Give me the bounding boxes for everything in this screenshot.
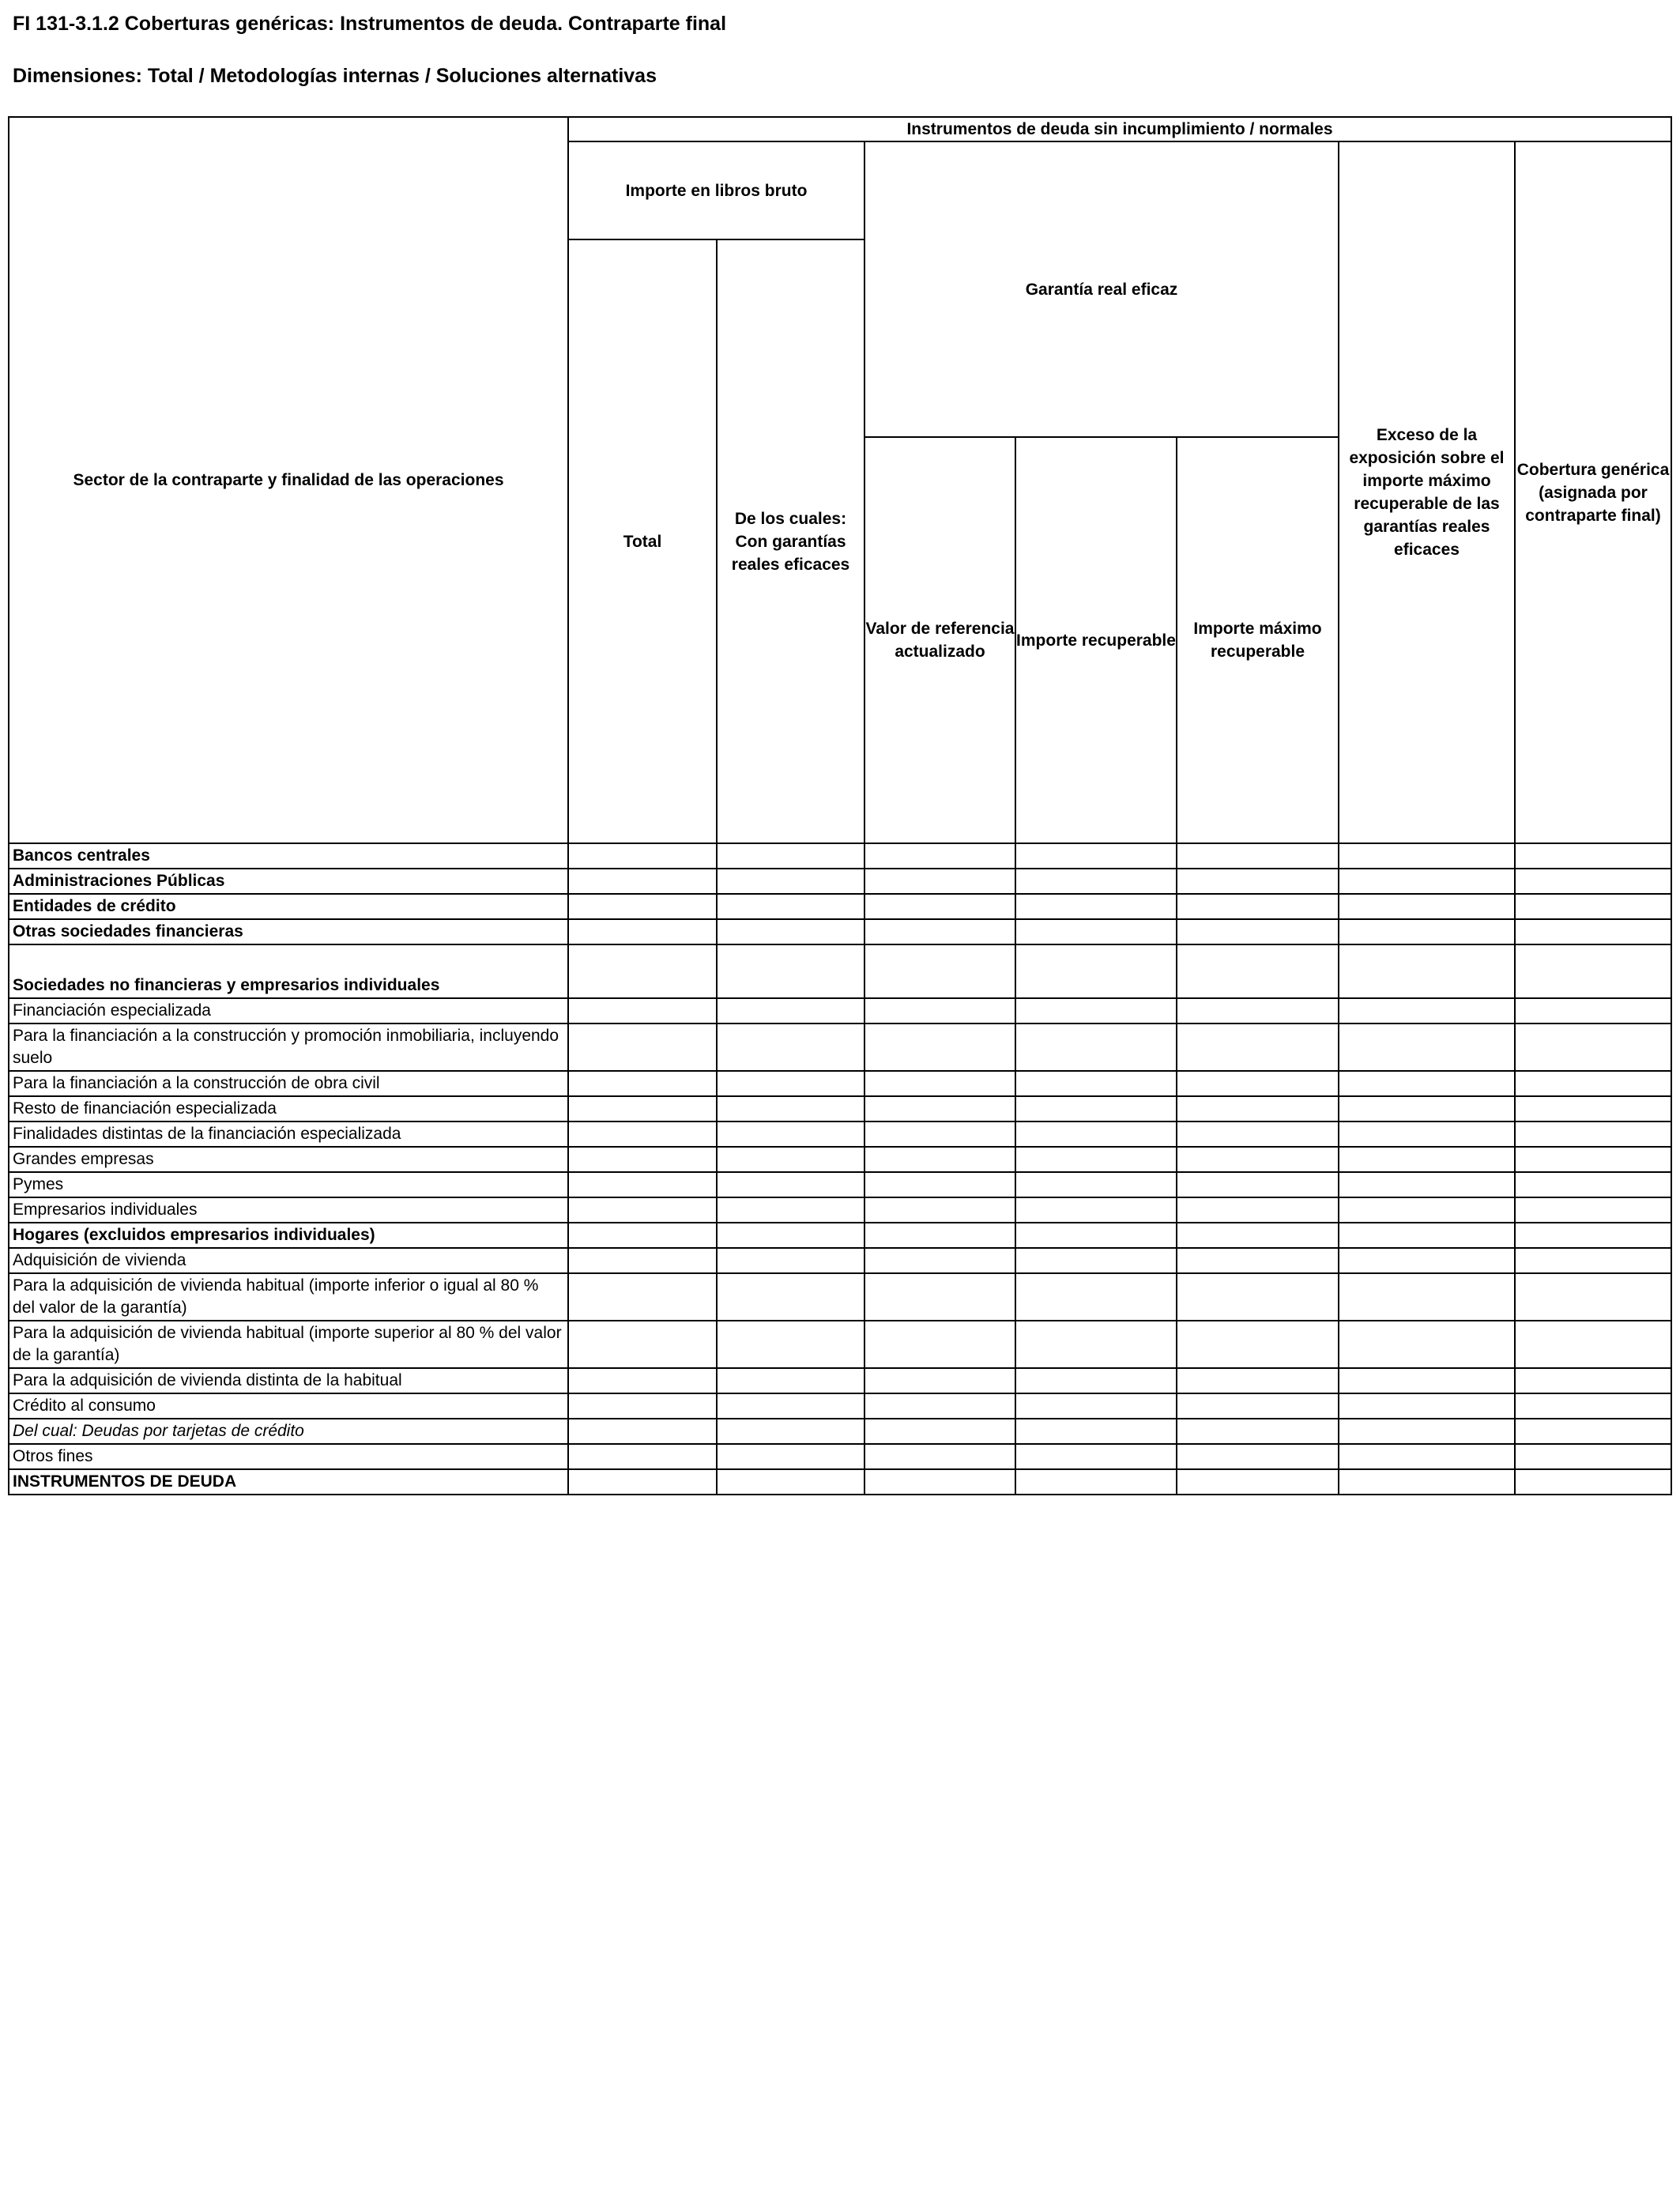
table-row [9, 1096, 1671, 1122]
table-cell [864, 1122, 1015, 1147]
table-cell [1515, 1023, 1671, 1071]
table-cell [717, 843, 864, 869]
table-cell [717, 1393, 864, 1419]
table-cell [1015, 1368, 1177, 1393]
table-cell [568, 1273, 717, 1321]
table-cell [717, 1469, 864, 1495]
table-cell [864, 1071, 1015, 1096]
table-cell [568, 1172, 717, 1197]
table-cell [1515, 843, 1671, 869]
table-cell [1515, 1321, 1671, 1368]
row-label: Entidades de crédito [9, 894, 568, 919]
table-cell [1339, 843, 1515, 869]
table-cell [568, 1147, 717, 1172]
table-cell [1015, 1147, 1177, 1172]
table-cell [1515, 1393, 1671, 1419]
table-cell [1515, 1444, 1671, 1469]
table-cell [568, 1469, 717, 1495]
table-cell [1515, 1469, 1671, 1495]
table-cell [864, 944, 1015, 998]
table-cell [1339, 1393, 1515, 1419]
table-row [9, 843, 1671, 869]
header-de-los-cuales: De los cuales: Con garantías reales eficaces [717, 239, 864, 843]
table-cell [1177, 1368, 1339, 1393]
table-row [9, 1444, 1671, 1469]
table-cell [1177, 1147, 1339, 1172]
table-cell [1015, 894, 1177, 919]
table-cell [864, 919, 1015, 944]
table-cell [568, 944, 717, 998]
table-row [9, 1321, 1671, 1368]
table-cell [1515, 919, 1671, 944]
table-cell [1015, 919, 1177, 944]
table-cell [568, 1223, 717, 1248]
table-cell [1339, 1023, 1515, 1071]
table-cell [1177, 998, 1339, 1023]
row-label: Hogares (excluidos empresarios individuales) [9, 1223, 568, 1248]
table-cell [1515, 1172, 1671, 1197]
table-cell [568, 894, 717, 919]
table-cell [568, 843, 717, 869]
table-cell [864, 843, 1015, 869]
table-row [9, 1172, 1671, 1197]
table-row [9, 1368, 1671, 1393]
table-cell [864, 1248, 1015, 1273]
table-cell [864, 1023, 1015, 1071]
table-cell [717, 1368, 864, 1393]
table-cell [568, 1096, 717, 1122]
table-cell [568, 919, 717, 944]
table-cell [1177, 1223, 1339, 1248]
table-cell [1339, 894, 1515, 919]
table-cell [1177, 1321, 1339, 1368]
table-cell [717, 1419, 864, 1444]
table-cell [864, 1172, 1015, 1197]
table-cell [1515, 1223, 1671, 1248]
table-cell [864, 1321, 1015, 1368]
table-cell [568, 1444, 717, 1469]
row-label: Otros fines [9, 1444, 568, 1469]
row-label: Crédito al consumo [9, 1393, 568, 1419]
table-row [9, 1023, 1671, 1071]
table-cell [1015, 944, 1177, 998]
table-cell [717, 894, 864, 919]
table-cell [1177, 1393, 1339, 1419]
table-cell [717, 1248, 864, 1273]
row-label: INSTRUMENTOS DE DEUDA [9, 1469, 568, 1495]
table-cell [1177, 869, 1339, 894]
table-cell [1515, 869, 1671, 894]
page-subtitle: Dimensiones: Total / Metodologías internas / Soluciones alternativas [13, 65, 657, 87]
table-cell [1515, 1122, 1671, 1147]
table-cell [1177, 1096, 1339, 1122]
table-cell [1015, 1172, 1177, 1197]
table-cell [1015, 1469, 1177, 1495]
table-cell [864, 1096, 1015, 1122]
row-label: Bancos centrales [9, 843, 568, 869]
table-cell [1339, 1419, 1515, 1444]
table-cell [717, 1122, 864, 1147]
table-row [9, 998, 1671, 1023]
table-cell [1015, 1248, 1177, 1273]
table-cell [1515, 998, 1671, 1023]
table-cell [1339, 1368, 1515, 1393]
table-cell [1515, 1273, 1671, 1321]
row-label: Para la financiación a la construcción de obra civil [9, 1071, 568, 1096]
table-cell [1339, 919, 1515, 944]
table-cell [1339, 1147, 1515, 1172]
table-cell [1177, 1172, 1339, 1197]
table-cell [1015, 1444, 1177, 1469]
table-cell [717, 1172, 864, 1197]
table-cell [1015, 1273, 1177, 1321]
table-cell [1015, 998, 1177, 1023]
table-cell [1515, 1147, 1671, 1172]
table-cell [1339, 998, 1515, 1023]
table-cell [1515, 1071, 1671, 1096]
table-row [9, 919, 1671, 944]
row-label: Resto de financiación especializada [9, 1096, 568, 1122]
table-cell [1339, 1321, 1515, 1368]
table-cell [1177, 1444, 1339, 1469]
table-cell [864, 1419, 1015, 1444]
header-importe-recuperable: Importe recuperable [1015, 437, 1177, 843]
table-cell [717, 919, 864, 944]
table-cell [1015, 1023, 1177, 1071]
table-cell [864, 1393, 1015, 1419]
table-row [9, 1469, 1671, 1495]
table-row [9, 1248, 1671, 1273]
header-group: Instrumentos de deuda sin incumplimiento / normales [568, 117, 1671, 141]
table-cell [1339, 869, 1515, 894]
table-cell [1339, 1122, 1515, 1147]
table-row [9, 944, 1671, 998]
table-cell [1339, 1096, 1515, 1122]
table-cell [1015, 1393, 1177, 1419]
table-row [9, 1273, 1671, 1321]
table-cell [717, 944, 864, 998]
table-cell [568, 1197, 717, 1223]
page-title: FI 131-3.1.2 Coberturas genéricas: Instrumentos de deuda. Contraparte final [13, 13, 727, 35]
header-valor-referencia: Valor de referencia actualizado [864, 437, 1015, 843]
table-cell [1339, 1172, 1515, 1197]
table-row [9, 1147, 1671, 1172]
table-row [9, 1419, 1671, 1444]
table-cell [568, 1071, 717, 1096]
table-cell [1177, 1197, 1339, 1223]
table-cell [1339, 1248, 1515, 1273]
table-cell [1015, 1071, 1177, 1096]
row-label: Finalidades distintas de la financiación especializada [9, 1122, 568, 1147]
table-cell [1339, 1197, 1515, 1223]
table-cell [568, 1321, 717, 1368]
table-cell [1177, 944, 1339, 998]
table-cell [1177, 1469, 1339, 1495]
row-label: Empresarios individuales [9, 1197, 568, 1223]
table-cell [1177, 919, 1339, 944]
row-label: Pymes [9, 1172, 568, 1197]
table-cell [568, 1393, 717, 1419]
table-cell [864, 1444, 1015, 1469]
table-cell [1339, 1469, 1515, 1495]
table-row [9, 1393, 1671, 1419]
row-label: Del cual: Deudas por tarjetas de crédito [9, 1419, 568, 1444]
table-cell [568, 1368, 717, 1393]
table-cell [1015, 1321, 1177, 1368]
table-cell [717, 998, 864, 1023]
table-cell [864, 1223, 1015, 1248]
table-cell [1339, 1444, 1515, 1469]
row-label: Otras sociedades financieras [9, 919, 568, 944]
table-cell [1515, 1419, 1671, 1444]
header-cobertura: Cobertura genérica (asignada por contraparte final) [1515, 141, 1671, 843]
table-cell [1177, 1071, 1339, 1096]
row-label: Adquisición de vivienda [9, 1248, 568, 1273]
table-cell [1015, 843, 1177, 869]
table-cell [1515, 1197, 1671, 1223]
table-cell [1177, 1248, 1339, 1273]
table-cell [717, 1147, 864, 1172]
table-cell [1015, 1419, 1177, 1444]
table-cell [1177, 1273, 1339, 1321]
table-cell [568, 1023, 717, 1071]
row-label: Para la adquisición de vivienda habitual (importe superior al 80 % del valor de la garantía) [9, 1321, 568, 1368]
table-cell [1015, 1096, 1177, 1122]
table-cell [1015, 1122, 1177, 1147]
header-importe-libros: Importe en libros bruto [568, 141, 864, 239]
table-cell [1515, 1368, 1671, 1393]
table-cell [1515, 894, 1671, 919]
row-label: Grandes empresas [9, 1147, 568, 1172]
table-cell [864, 894, 1015, 919]
table-row [9, 894, 1671, 919]
table-cell [864, 1147, 1015, 1172]
table-cell [1177, 843, 1339, 869]
row-label: Sociedades no financieras y empresarios individuales [9, 944, 568, 998]
table-cell [568, 1248, 717, 1273]
table-cell [568, 998, 717, 1023]
row-label: Financiación especializada [9, 998, 568, 1023]
table-cell [1515, 1096, 1671, 1122]
table-cell [717, 1444, 864, 1469]
table-cell [864, 1368, 1015, 1393]
table-row [9, 1071, 1671, 1096]
table-cell [864, 998, 1015, 1023]
table-cell [1015, 1223, 1177, 1248]
header-importe-maximo: Importe máximo recuperable [1177, 437, 1339, 843]
coverage-table [8, 116, 1672, 1495]
table-cell [717, 1223, 864, 1248]
table-cell [1177, 1419, 1339, 1444]
table-cell [864, 1197, 1015, 1223]
table-cell [717, 1321, 864, 1368]
table-cell [1339, 1223, 1515, 1248]
table-cell [1177, 894, 1339, 919]
table-row [9, 869, 1671, 894]
table-cell [864, 1469, 1015, 1495]
table-cell [1015, 869, 1177, 894]
table-cell [717, 1197, 864, 1223]
table-cell [1177, 1023, 1339, 1071]
row-label: Para la adquisición de vivienda habitual (importe inferior o igual al 80 % del valor de la garantía) [9, 1273, 568, 1321]
row-label: Administraciones Públicas [9, 869, 568, 894]
table-cell [568, 1419, 717, 1444]
table-cell [1177, 1122, 1339, 1147]
table-cell [568, 1122, 717, 1147]
table-cell [717, 1096, 864, 1122]
table-cell [717, 1023, 864, 1071]
row-label: Para la adquisición de vivienda distinta de la habitual [9, 1368, 568, 1393]
table-cell [1339, 944, 1515, 998]
header-sector: Sector de la contraparte y finalidad de las operaciones [9, 117, 568, 843]
table-cell [717, 1071, 864, 1096]
table-row [9, 1197, 1671, 1223]
header-exceso: Exceso de la exposición sobre el importe máximo recuperable de las garantías reales eficaces [1339, 141, 1515, 843]
table-cell [1515, 1248, 1671, 1273]
table-cell [1339, 1071, 1515, 1096]
table-cell [717, 1273, 864, 1321]
table-row [9, 1223, 1671, 1248]
table-cell [1015, 1197, 1177, 1223]
table-cell [568, 869, 717, 894]
table-cell [1339, 1273, 1515, 1321]
table-cell [717, 869, 864, 894]
header-total: Total [568, 239, 717, 843]
table-cell [864, 869, 1015, 894]
row-label: Para la financiación a la construcción y promoción inmobiliaria, incluyendo suelo [9, 1023, 568, 1071]
table-cell [864, 1273, 1015, 1321]
table-cell [1515, 944, 1671, 998]
table-row [9, 1122, 1671, 1147]
header-garantia: Garantía real eficaz [864, 141, 1339, 437]
